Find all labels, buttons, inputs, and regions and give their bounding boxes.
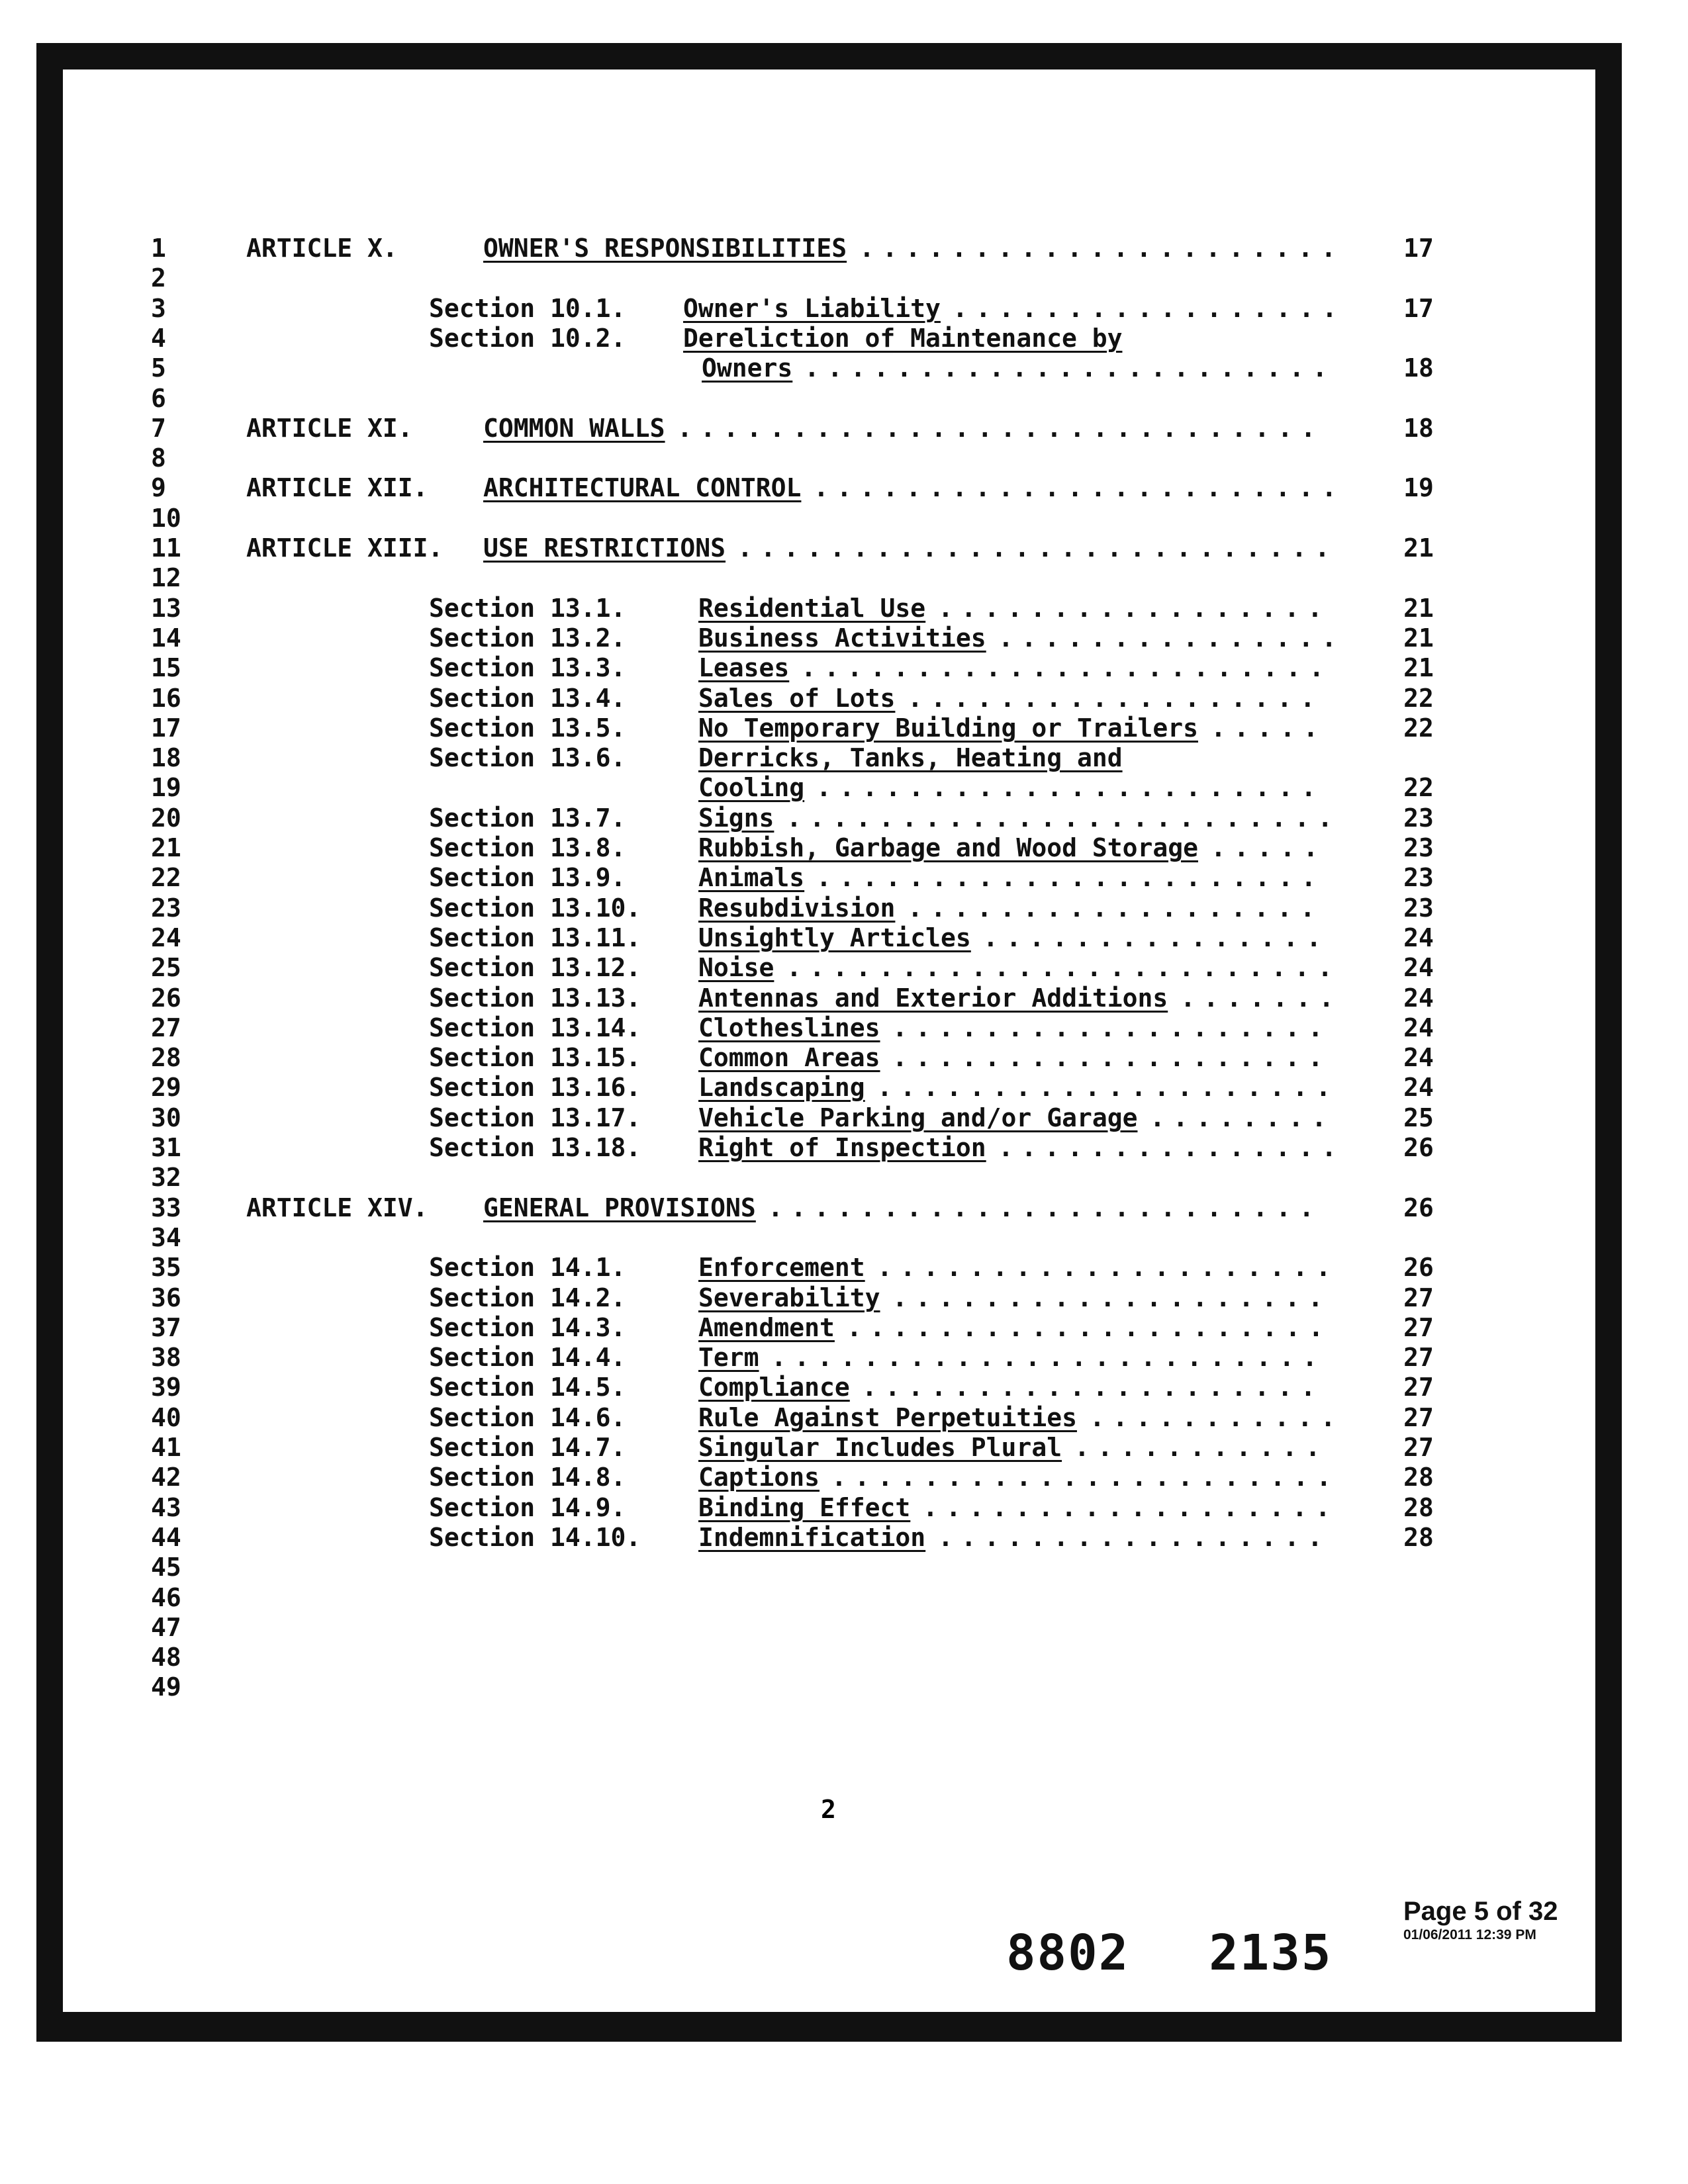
page-reference: 26	[1403, 1193, 1434, 1222]
dot-leader: .......................	[804, 353, 1336, 383]
section-title: Amendment	[698, 1313, 835, 1342]
toc-line	[0, 952, 1688, 983]
dot-leader: .....	[1211, 833, 1327, 862]
dot-leader: ....................	[877, 1073, 1339, 1102]
page-reference: 27	[1403, 1403, 1434, 1432]
toc-line	[0, 1522, 1688, 1553]
dot-leader: ........................	[768, 1193, 1323, 1222]
line-number: 9	[151, 473, 166, 502]
toc-line	[0, 443, 1688, 473]
page-reference: 27	[1403, 1313, 1434, 1342]
line-number: 3	[151, 294, 166, 323]
page-reference: 27	[1403, 1283, 1434, 1312]
toc-line	[0, 1552, 1688, 1582]
page-reference: 21	[1403, 623, 1434, 653]
section-title: Landscaping	[698, 1073, 865, 1102]
line-number: 45	[151, 1553, 181, 1582]
toc-line	[0, 353, 1688, 383]
page-reference: 18	[1403, 353, 1434, 383]
section-title: Owners	[702, 353, 793, 383]
section-number: Section 14.1.	[429, 1253, 626, 1282]
line-number: 8	[151, 443, 166, 473]
stamp-page: 2135	[1209, 1925, 1333, 1981]
section-title: Noise	[698, 953, 774, 982]
article-title: OWNER'S RESPONSIBILITIES	[483, 234, 847, 263]
line-number: 40	[151, 1403, 181, 1432]
article-title: ARCHITECTURAL CONTROL	[483, 473, 802, 502]
section-title: Enforcement	[698, 1253, 865, 1282]
toc-line	[0, 383, 1688, 414]
toc-line	[0, 593, 1688, 623]
line-number: 44	[151, 1523, 181, 1552]
dot-leader: ...............	[998, 1133, 1345, 1162]
line-number: 14	[151, 623, 181, 653]
line-number: 11	[151, 533, 181, 563]
dot-leader: ..................	[908, 893, 1323, 923]
toc-line	[0, 743, 1688, 773]
dot-leader: .....	[1211, 713, 1327, 743]
article-number: ARTICLE XII.	[246, 473, 428, 502]
recording-stamp	[1006, 1925, 1411, 1981]
section-number: Section 14.7.	[429, 1433, 626, 1462]
section-title: Resubdivision	[698, 893, 896, 923]
section-number: Section 13.15.	[429, 1043, 641, 1072]
page-reference: 27	[1403, 1373, 1434, 1402]
section-title: Dereliction of Maintenance by	[683, 324, 1123, 353]
section-title: Clotheslines	[698, 1013, 880, 1042]
page-reference: 26	[1403, 1253, 1434, 1282]
page-reference: 17	[1403, 234, 1434, 263]
toc-line	[0, 1312, 1688, 1343]
section-number: Section 13.9.	[429, 863, 626, 892]
section-number: Section 13.2.	[429, 623, 626, 653]
page-reference: 22	[1403, 713, 1434, 743]
line-number: 29	[151, 1073, 181, 1102]
section-title: Captions	[698, 1463, 820, 1492]
toc-line	[0, 263, 1688, 293]
page-reference: 23	[1403, 833, 1434, 862]
line-number: 15	[151, 653, 181, 682]
article-title: GENERAL PROVISIONS	[483, 1193, 756, 1222]
page-reference: 28	[1403, 1463, 1434, 1492]
dot-leader: ...............	[983, 923, 1330, 952]
dot-leader: ....................	[862, 1373, 1324, 1402]
line-number: 31	[151, 1133, 181, 1162]
section-title: Business Activities	[698, 623, 986, 653]
toc-line	[0, 503, 1688, 533]
article-number: ARTICLE XIII.	[246, 533, 444, 563]
section-number: Section 13.14.	[429, 1013, 641, 1042]
line-number: 38	[151, 1343, 181, 1372]
toc-line	[0, 772, 1688, 803]
section-number: Section 14.2.	[429, 1283, 626, 1312]
dot-leader: ......................	[816, 863, 1325, 892]
line-number: 26	[151, 983, 181, 1013]
section-title: Singular Includes Plural	[698, 1433, 1062, 1462]
toc-line	[0, 1013, 1688, 1043]
dot-leader: ........................	[771, 1343, 1326, 1372]
toc-line	[0, 473, 1688, 503]
toc-line	[0, 1492, 1688, 1523]
line-number: 49	[151, 1672, 181, 1702]
section-title: Animals	[698, 863, 805, 892]
section-number: Section 13.18.	[429, 1133, 641, 1162]
page-reference: 24	[1403, 923, 1434, 952]
section-title: Rubbish, Garbage and Wood Storage	[698, 833, 1198, 862]
article-title: COMMON WALLS	[483, 414, 665, 443]
page-reference: 23	[1403, 863, 1434, 892]
toc-line	[0, 323, 1688, 353]
section-number: Section 13.3.	[429, 653, 626, 682]
section-title: No Temporary Building or Trailers	[698, 713, 1198, 743]
dot-leader: ...................	[892, 1283, 1331, 1312]
line-number: 25	[151, 953, 181, 982]
section-title: Leases	[698, 653, 790, 682]
page-reference: 26	[1403, 1133, 1434, 1162]
toc-line	[0, 862, 1688, 893]
line-number: 21	[151, 833, 181, 862]
footer-page-label: Page 5 of 32	[1403, 1897, 1558, 1926]
section-number: Section 14.10.	[429, 1523, 641, 1552]
section-number: Section 14.3.	[429, 1313, 626, 1342]
toc-line	[0, 533, 1688, 563]
page-reference: 23	[1403, 803, 1434, 833]
toc-line	[0, 1432, 1688, 1463]
dot-leader: ...........	[1090, 1403, 1344, 1432]
page-reference: 28	[1403, 1523, 1434, 1552]
section-title: Common Areas	[698, 1043, 880, 1072]
line-number: 41	[151, 1433, 181, 1462]
dot-leader: ........................	[786, 953, 1341, 982]
line-number: 7	[151, 414, 166, 443]
line-number: 5	[151, 353, 166, 383]
page-reference: 27	[1403, 1433, 1434, 1462]
line-number: 35	[151, 1253, 181, 1282]
toc-line	[0, 563, 1688, 593]
page-reference: 17	[1403, 294, 1434, 323]
line-number: 46	[151, 1583, 181, 1612]
line-number: 16	[151, 684, 181, 713]
section-title: Compliance	[698, 1373, 850, 1402]
page-reference: 28	[1403, 1493, 1434, 1522]
toc-line	[0, 1283, 1688, 1313]
dot-leader: ......................	[831, 1463, 1340, 1492]
page-reference: 24	[1403, 1073, 1434, 1102]
line-number: 30	[151, 1103, 181, 1132]
dot-leader: ....................	[877, 1253, 1339, 1282]
toc-line	[0, 1582, 1688, 1613]
line-number: 42	[151, 1463, 181, 1492]
toc-line	[0, 1642, 1688, 1672]
page-reference: 24	[1403, 953, 1434, 982]
section-title: Rule Against Perpetuities	[698, 1403, 1077, 1432]
line-number: 32	[151, 1163, 181, 1192]
toc-line	[0, 1342, 1688, 1373]
section-number: Section 13.12.	[429, 953, 641, 982]
section-number: Section 14.5.	[429, 1373, 626, 1402]
section-title: Cooling	[698, 773, 805, 802]
line-number: 34	[151, 1223, 181, 1252]
dot-leader: .......	[1180, 983, 1342, 1013]
dot-leader: .....................	[859, 234, 1344, 263]
toc-line	[0, 1162, 1688, 1193]
line-number: 28	[151, 1043, 181, 1072]
toc-line	[0, 803, 1688, 833]
page-number: 2	[821, 1795, 836, 1824]
toc-line	[0, 1103, 1688, 1133]
section-number: Section 10.2.	[429, 324, 626, 353]
section-title: Vehicle Parking and/or Garage	[698, 1103, 1138, 1132]
dot-leader: ...............	[998, 623, 1345, 653]
section-number: Section 13.10.	[429, 893, 641, 923]
dot-leader: .................	[938, 594, 1331, 623]
section-number: Section 13.5.	[429, 713, 626, 743]
line-number: 4	[151, 324, 166, 353]
line-number: 37	[151, 1313, 181, 1342]
toc-line	[0, 623, 1688, 653]
article-number: ARTICLE XI.	[246, 414, 413, 443]
toc-line	[0, 653, 1688, 683]
page-reference: 22	[1403, 773, 1434, 802]
section-number: Section 14.9.	[429, 1493, 626, 1522]
section-title: Term	[698, 1343, 759, 1372]
toc-line	[0, 1252, 1688, 1283]
page-reference: 24	[1403, 983, 1434, 1013]
line-number: 24	[151, 923, 181, 952]
toc-line	[0, 413, 1688, 443]
line-number: 20	[151, 803, 181, 833]
toc-line	[0, 923, 1688, 953]
dot-leader: .......................	[814, 473, 1345, 502]
line-number: 19	[151, 773, 181, 802]
toc-line	[0, 893, 1688, 923]
toc-line	[0, 1372, 1688, 1402]
line-number: 12	[151, 563, 181, 592]
section-title: Antennas and Exterior Additions	[698, 983, 1168, 1013]
line-number: 27	[151, 1013, 181, 1042]
toc-line	[0, 1462, 1688, 1492]
dot-leader: ..................	[923, 1493, 1338, 1522]
article-number: ARTICLE XIV.	[246, 1193, 428, 1222]
section-number: Section 13.17.	[429, 1103, 641, 1132]
toc-line	[0, 1072, 1688, 1103]
line-number: 1	[151, 234, 166, 263]
dot-leader: .................	[938, 1523, 1331, 1552]
toc-line	[0, 1672, 1688, 1702]
line-number: 43	[151, 1493, 181, 1522]
section-number: Section 13.16.	[429, 1073, 641, 1102]
page-reference: 25	[1403, 1103, 1434, 1132]
toc-line	[0, 233, 1688, 263]
section-number: Section 13.1.	[429, 594, 626, 623]
section-title: Unsightly Articles	[698, 923, 971, 952]
section-number: Section 13.4.	[429, 684, 626, 713]
section-title: Derricks, Tanks, Heating and	[698, 743, 1123, 772]
line-number: 33	[151, 1193, 181, 1222]
section-title: Signs	[698, 803, 774, 833]
section-number: Section 13.13.	[429, 983, 641, 1013]
page-reference: 27	[1403, 1343, 1434, 1372]
toc-line	[0, 1132, 1688, 1163]
section-number: Section 14.8.	[429, 1463, 626, 1492]
page-reference: 19	[1403, 473, 1434, 502]
footer-timestamp: 01/06/2011 12:39 PM	[1403, 1927, 1536, 1942]
line-number: 17	[151, 713, 181, 743]
toc-line	[0, 713, 1688, 743]
dot-leader: ......................	[816, 773, 1325, 802]
section-number: Section 10.1.	[429, 294, 626, 323]
section-number: Section 13.8.	[429, 833, 626, 862]
dot-leader: ..........................	[737, 533, 1338, 563]
section-number: Section 13.6.	[429, 743, 626, 772]
dot-leader: ........	[1150, 1103, 1335, 1132]
page-reference: 21	[1403, 594, 1434, 623]
toc-line	[0, 833, 1688, 863]
dot-leader: .....................	[847, 1313, 1332, 1342]
article-title: USE RESTRICTIONS	[483, 533, 726, 563]
dot-leader: ...........	[1074, 1433, 1329, 1462]
stamp-book: 8802	[1006, 1925, 1130, 1981]
section-number: Section 13.11.	[429, 923, 641, 952]
toc-line	[0, 983, 1688, 1013]
line-number: 6	[151, 384, 166, 413]
page-reference: 24	[1403, 1043, 1434, 1072]
line-number: 48	[151, 1643, 181, 1672]
line-number: 13	[151, 594, 181, 623]
page-reference: 18	[1403, 414, 1434, 443]
line-number: 47	[151, 1613, 181, 1642]
section-title: Binding Effect	[698, 1493, 911, 1522]
section-title: Sales of Lots	[698, 684, 896, 713]
section-title: Residential Use	[698, 594, 926, 623]
line-number: 39	[151, 1373, 181, 1402]
dot-leader: ...................	[892, 1013, 1331, 1042]
toc-line	[0, 1193, 1688, 1223]
toc-line	[0, 1402, 1688, 1433]
line-number: 23	[151, 893, 181, 923]
toc-line	[0, 1222, 1688, 1253]
page-reference: 24	[1403, 1013, 1434, 1042]
section-title: Right of Inspection	[698, 1133, 986, 1162]
toc-line	[0, 293, 1688, 324]
page-reference: 23	[1403, 893, 1434, 923]
dot-leader: .................	[953, 294, 1345, 323]
line-number: 10	[151, 504, 181, 533]
dot-leader: .......................	[801, 653, 1333, 682]
toc-line	[0, 683, 1688, 713]
toc-line	[0, 1612, 1688, 1643]
article-number: ARTICLE X.	[246, 234, 398, 263]
line-number: 18	[151, 743, 181, 772]
dot-leader: ........................	[786, 803, 1341, 833]
section-number: Section 14.4.	[429, 1343, 626, 1372]
dot-leader: ..................	[908, 684, 1323, 713]
line-number: 2	[151, 263, 166, 293]
page-reference: 22	[1403, 684, 1434, 713]
section-number: Section 13.7.	[429, 803, 626, 833]
section-title: Owner's Liability	[683, 294, 941, 323]
section-title: Indemnification	[698, 1523, 926, 1552]
section-number: Section 14.6.	[429, 1403, 626, 1432]
page-reference: 21	[1403, 533, 1434, 563]
line-number: 36	[151, 1283, 181, 1312]
page-reference: 21	[1403, 653, 1434, 682]
dot-leader: ............................	[677, 414, 1324, 443]
line-number: 22	[151, 863, 181, 892]
toc-line	[0, 1042, 1688, 1073]
section-title: Severability	[698, 1283, 880, 1312]
dot-leader: ...................	[892, 1043, 1331, 1072]
